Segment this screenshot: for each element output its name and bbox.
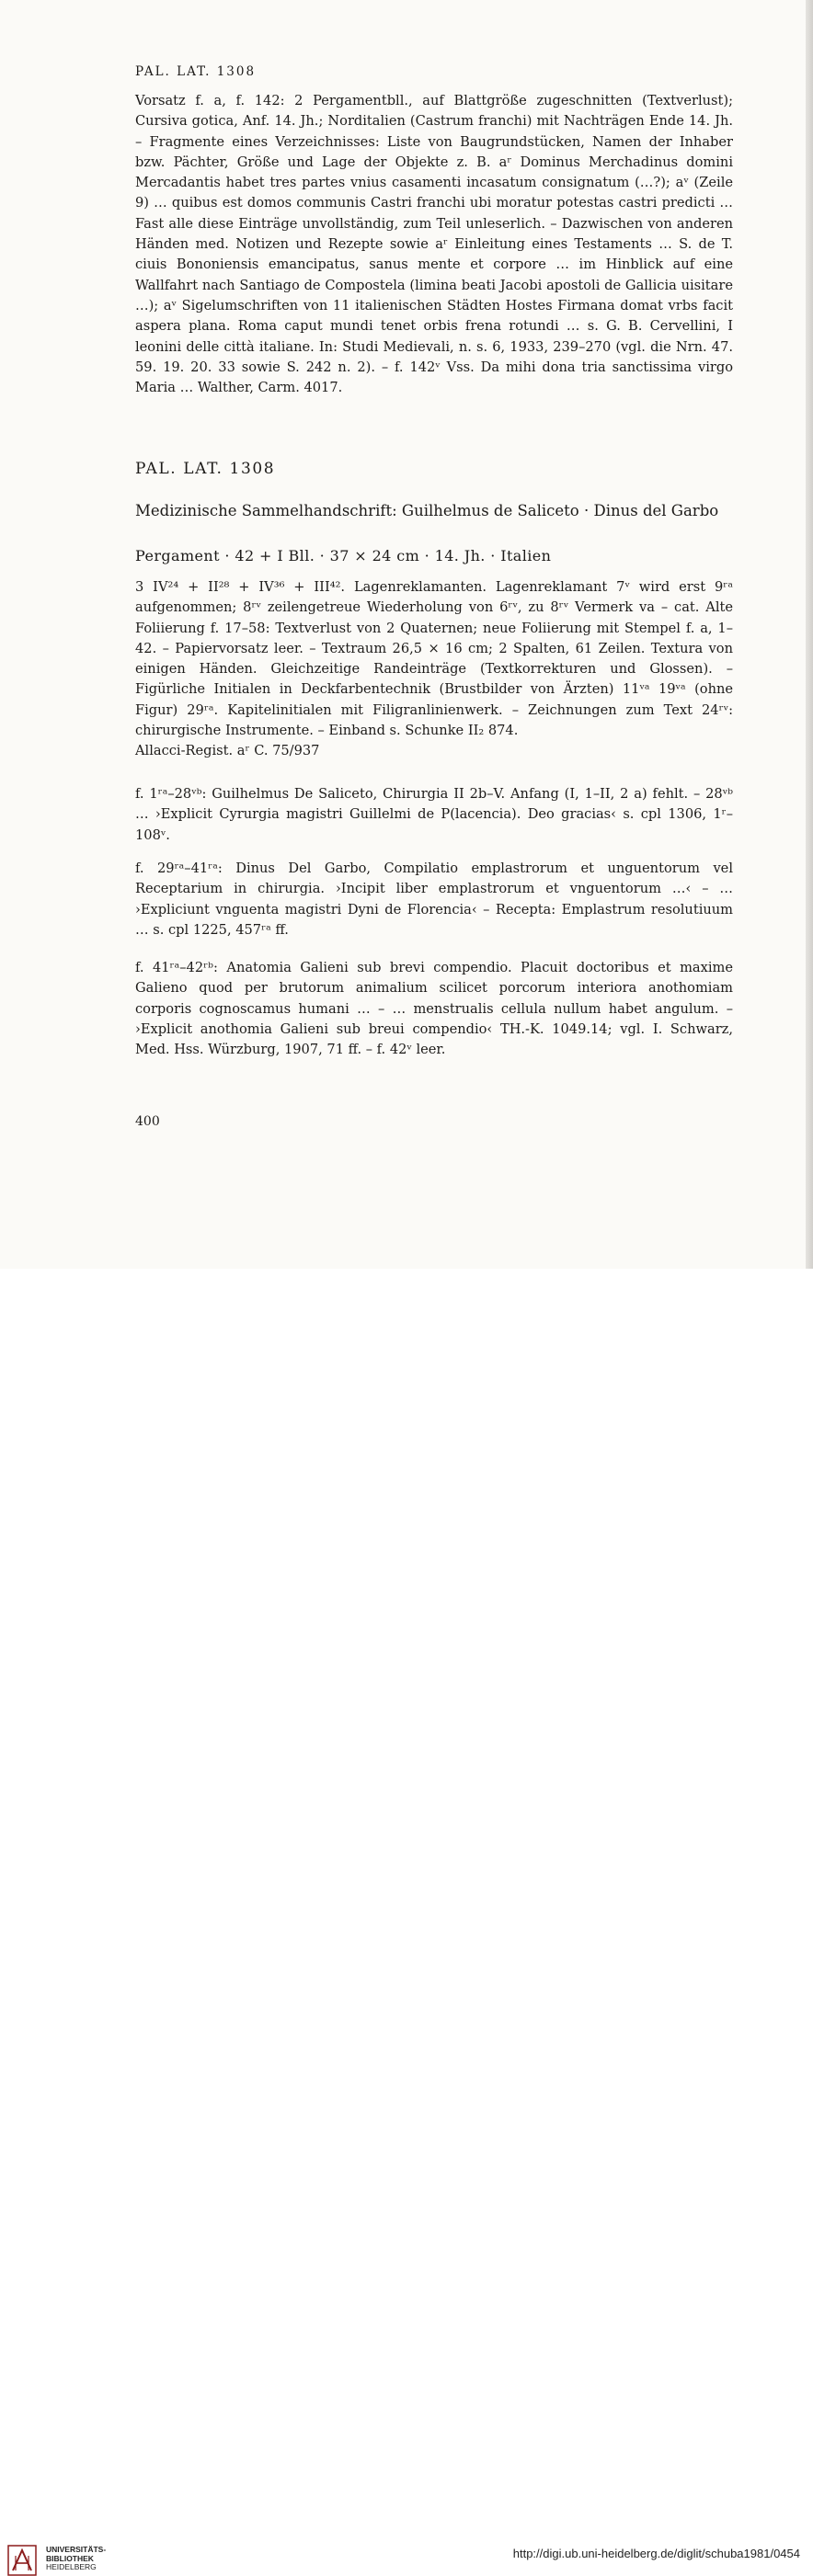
content-item-3-text: f. 41ʳᵃ–42ʳᵇ: Anatomia Galieni sub brevi compendio. Placuit doctoribus et maxime Galieno quod per brutorum animalium scilicet porcorum interiora anothomiam corporis cognoscamus humani … – … menstrualis cellula nullum habet angulum. – ›Explicit anothomia Galieni sub breui compendio‹ TH.-K. 1049.14; vgl. I. Schwarz, Med. Hss. Würzburg, 1907, 71 ff. – f. 42ᵛ leer.: [135, 960, 733, 1058]
entry-heading: PAL. LAT. 1308: [135, 460, 276, 478]
previous-entry-text: Vorsatz f. a, f. 142: 2 Pergamentbll., auf Blattgröße zugeschnitten (Textverlust); Cursiva gotica, Anf. 14. Jh.; Norditalien (Castrum franchi) mit Nachträgen Ende 14. Jh. – Fragmente eines Verzeichnisses: Liste von Baugrundstücken, Namen der Inhaber bzw. Pächter, Größe und Lage der Objekte z. B. aʳ Dominus Merchadinus domini Mercadantis habet tres partes vnius casamenti incasatum consignatum (…?); aᵛ (Zeile 9) … quibus est domos communis Castri franchi ubi moratur potestas castri predicti … Fast alle diese Einträge unvollständig, zum Teil unleserlich. – Dazwischen von anderen Händen med. Notizen und Rezepte sowie aʳ Einleitung eines Testaments … S. de T. ciuis Bononiensis emancipatus, sanus mente et corpore … im Hinblick auf eine Wallfahrt nach Santiago de Compostela (limina beati Jacobi apostoli de Gallicia uisitare …); aᵛ Sigelumschriften von 11 italienischen Städten Hostes Firmana domat vrbs facit aspera plana. Roma caput mundi tenet orbis frena rotundi … s. G. B. Cervellini, I leonini delle città italiane. In: Studi Medievali, n. s. 6, 1933, 239–270 (vgl. die Nrn. 47. 59. 19. 20. 33 sowie S. 242 n. 2). – f. 142ᵛ Vss. Da mihi dona tria sanctissima virgo Maria … Walther, Carm. 4017.: [135, 93, 733, 396]
entry-title: Medizinische Sammelhandschrift: Guilhelmus de Saliceto · Dinus del Garbo: [135, 502, 719, 519]
previous-entry-paragraph: [135, 91, 733, 398]
page-number: 400: [135, 1114, 160, 1129]
content-item-3: [135, 958, 733, 1060]
content-item-2-text: f. 29ʳᵃ–41ʳᵃ: Dinus Del Garbo, Compilatio emplastrorum et unguentorum vel Receptarium in chirurgia. ›Incipit liber emplastrorum et vnguentorum …‹ – … ›Expliciunt vnguenta magistri Dyni de Florencia‹ – Recepta: Emplastrum resolutiuum … s. cpl 1225, 457ʳᵃ ff.: [135, 861, 733, 938]
document-page: [0, 0, 813, 1269]
content-item-1: [135, 784, 733, 846]
library-name-line-2: BIBLIOTHEK: [46, 2553, 94, 2563]
running-head: PAL. LAT. 1308: [135, 64, 257, 79]
content-item-1-text: f. 1ʳᵃ–28ᵛᵇ: Guilhelmus De Saliceto, Chirurgia II 2b–V. Anfang (I, 1–II, 2 a) fehlt. – 28ᵛᵇ … ›Explicit Cyrurgia magistri Guillelmi de P(lacencia). Deo gracias‹ s. cpl 1306, 1ʳ–108ᵛ.: [135, 786, 733, 843]
allacci-note: Allacci-Regist. aʳ C. 75/937: [135, 743, 320, 758]
collation-text: 3 IV²⁴ + II²⁸ + IV³⁶ + III⁴². Lagenreklamanten. Lagenreklamant 7ᵛ wird erst 9ʳᵃ aufgenommen; 8ʳᵛ zeilengetreue Wiederholung von 6ʳᵛ, zu 8ʳᵛ Vermerk va – cat. Alte Foliierung f. 17–58: Textverlust von 2 Quaternen; neue Foliierung mit Stempel f. a, 1–42. – Papiervorsatz leer. – Textraum 26,5 × 16 cm; 2 Spalten, 61 Zeilen. Textura von einigen Händen. Gleichzeitige Randeinträge (Textkorrekturen und Glossen). – Figürliche Initialen in Deckfarbentechnik (Brustbilder von Ärzten) 11ᵛᵃ 19ᵛᵃ (ohne Figur) 29ʳᵃ. Kapitelinitialen mit Filigranlinienwerk. – Zeichnungen zum Text 24ʳᵛ: chirurgische Instrumente. – Einband s. Schunke II₂ 874.: [135, 579, 733, 739]
viewer-footer: [0, 1269, 813, 2571]
physical-description: Pergament · 42 + I Bll. · 37 × 24 cm · 14. Jh. · Italien: [135, 547, 552, 564]
collation-paragraph: [135, 577, 733, 741]
content-item-2: [135, 859, 733, 940]
library-name-line-1: UNIVERSITÄTS-: [46, 2545, 107, 2554]
library-name-line-3: HEIDELBERG: [46, 2562, 97, 2571]
scan-edge: [806, 0, 813, 1269]
library-name: [46, 2546, 106, 2572]
library-logo-icon: [7, 2545, 37, 2576]
permalink-url[interactable]: http://digi.ub.uni-heidelberg.de/diglit/schuba1981/0454: [512, 2547, 800, 2560]
